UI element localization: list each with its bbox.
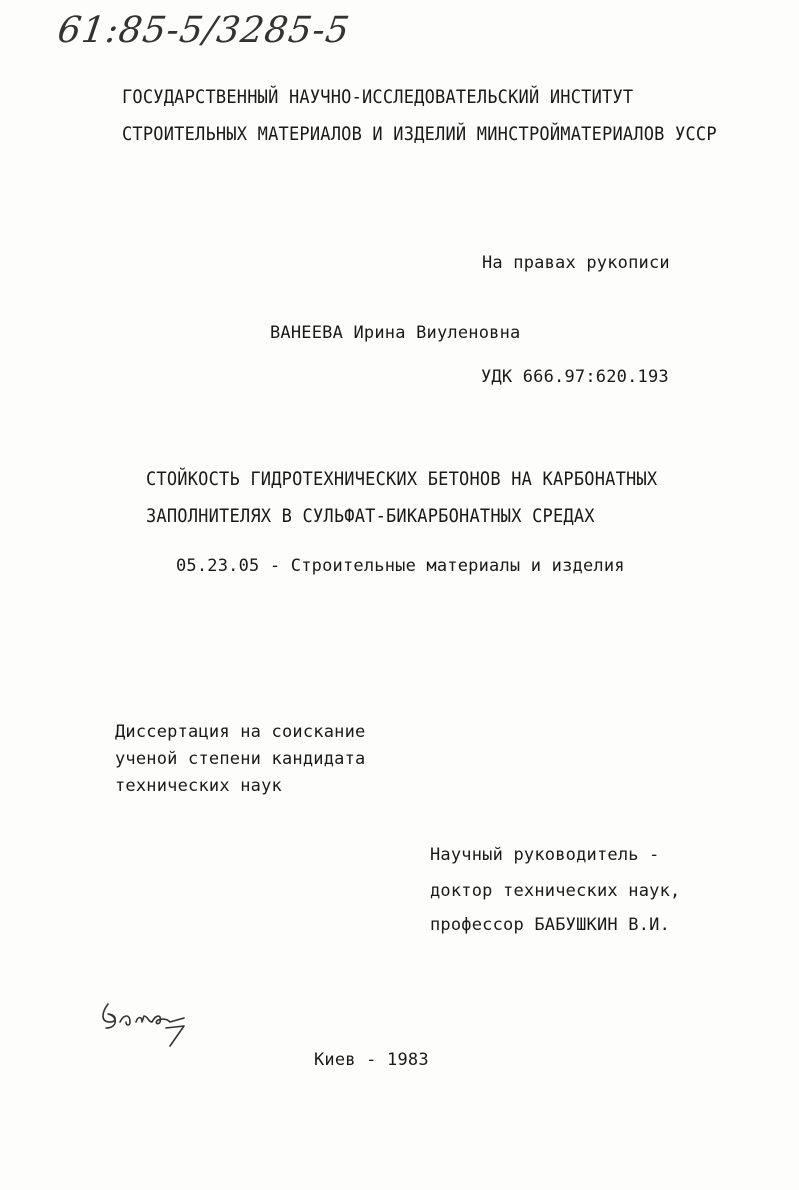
place-and-year: Киев - 1983 — [314, 1050, 429, 1070]
supervisor-line-2: доктор технических наук, — [430, 881, 681, 901]
dissertation-line-1: Диссертация на соискание — [115, 722, 366, 742]
dissertation-line-2: ученой степени кандидата — [115, 749, 366, 769]
supervisor-line-3: профессор БАБУШКИН В.И. — [430, 915, 671, 935]
institute-line-1: ГОСУДАРСТВЕННЫЙ НАУЧНО-ИССЛЕДОВАТЕЛЬСКИЙ ИНСТИТУТ — [122, 86, 634, 109]
author-name: ВАНЕЕВА Ирина Виуленовна — [270, 323, 521, 343]
title-line-2: ЗАПОЛНИТЕЛЯХ В СУЛЬФАТ-БИКАРБОНАТНЫХ СРЕДАХ — [146, 505, 595, 528]
supervisor-line-1: Научный руководитель - — [430, 845, 660, 865]
handwritten-catalog-number: 61:85-5/3285-5 — [55, 10, 353, 51]
dissertation-line-3: технических наук — [115, 776, 282, 796]
institute-line-2: СТРОИТЕЛЬНЫХ МАТЕРИАЛОВ И ИЗДЕЛИЙ МИНСТРОЙМАТЕРИАЛОВ УССР — [122, 123, 717, 146]
title-line-1: СТОЙКОСТЬ ГИДРОТЕХНИЧЕСКИХ БЕТОНОВ НА КАРБОНАТНЫХ — [146, 468, 658, 491]
udc-code: УДК 666.97:620.193 — [481, 367, 669, 387]
handwritten-signature — [96, 992, 206, 1062]
specialty-code: 05.23.05 - Строительные материалы и изделия — [176, 556, 625, 576]
rights-notice: На правах рукописи — [482, 253, 670, 273]
